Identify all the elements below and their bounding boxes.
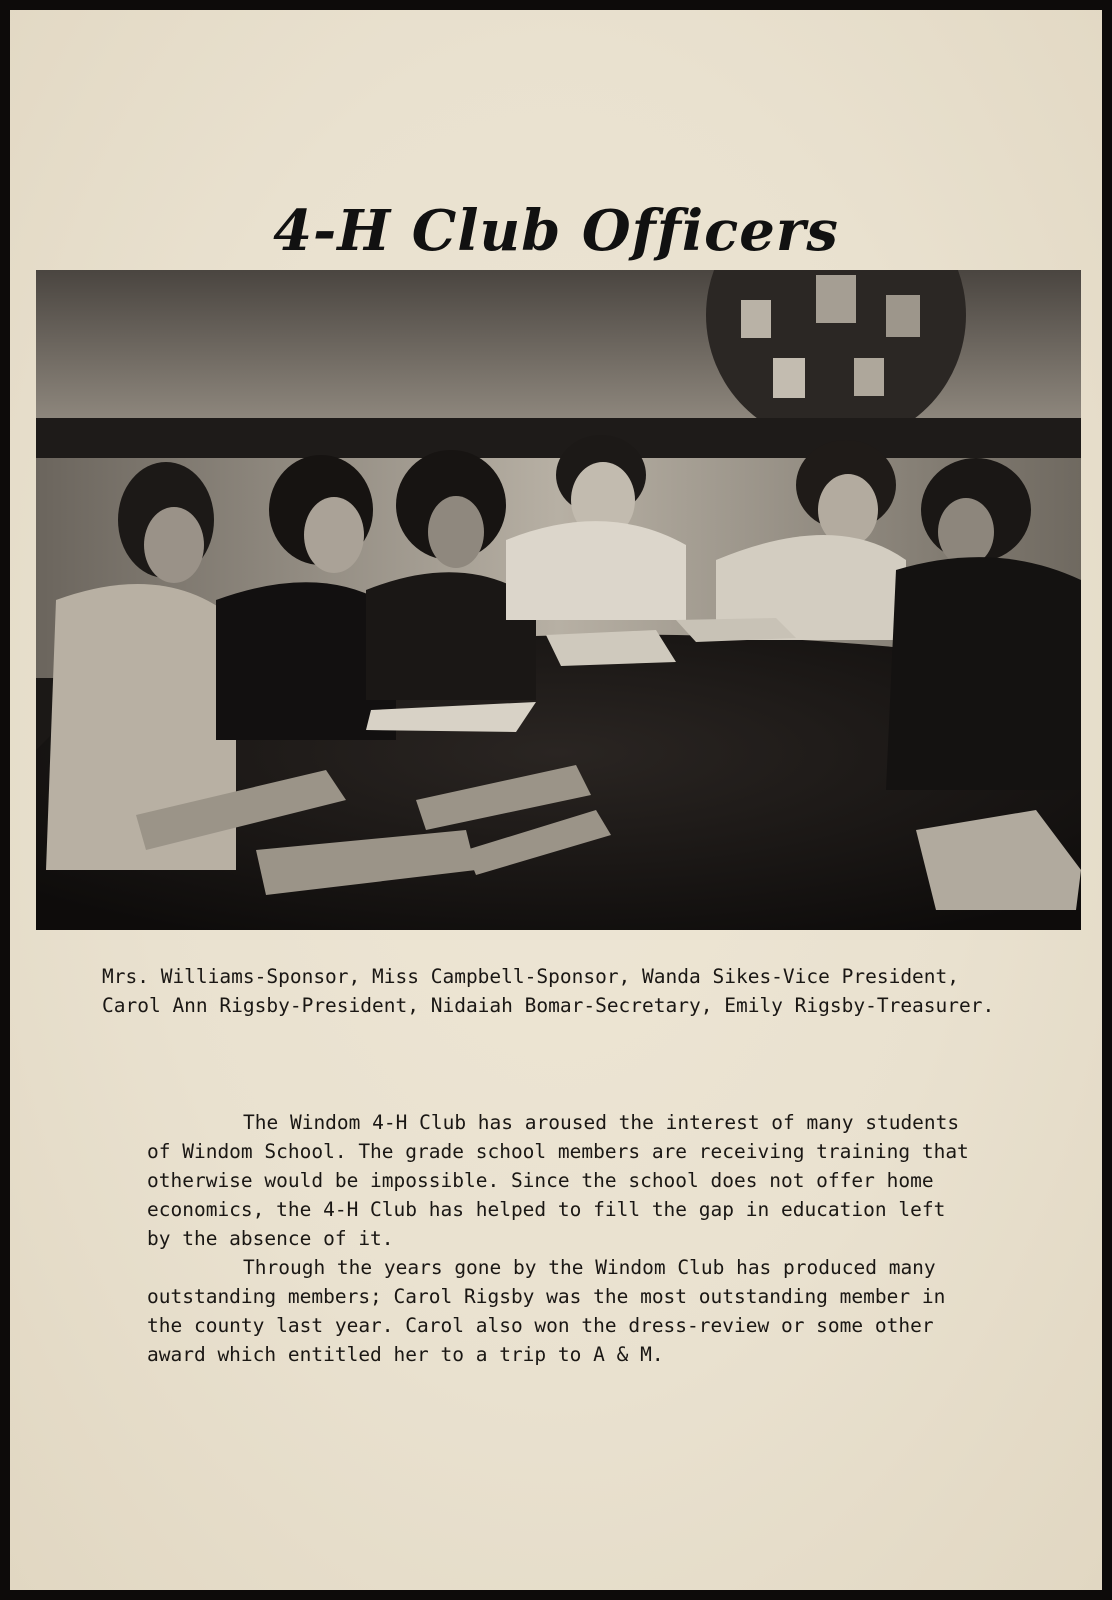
paragraph-2: Through the years gone by the Windom Club has produced many outstanding members; Carol Rigsby was the most outstanding member in the county last year. Carol also won the dress-review or some other award which entitled her to a trip to A & M. <box>147 1256 946 1366</box>
article-body <box>147 1108 977 1369</box>
yearbook-page <box>10 10 1102 1590</box>
photo-caption: Mrs. Williams-Sponsor, Miss Campbell-Sponsor, Wanda Sikes-Vice President, Carol Ann Rigsby-President, Nidaiah Bomar-Secretary, Emily Rigsby-Treasurer. <box>102 965 995 1017</box>
page-title: 4-H Club Officers <box>273 197 839 264</box>
group-photo <box>36 270 1081 930</box>
paragraph-1: The Windom 4-H Club has aroused the interest of many students of Windom School. The grade school members are receiving training that otherwise would be impossible. Since the school does not offer home economics, the 4-H Club has helped to fill the gap in education left by the absence of it. <box>147 1111 969 1250</box>
